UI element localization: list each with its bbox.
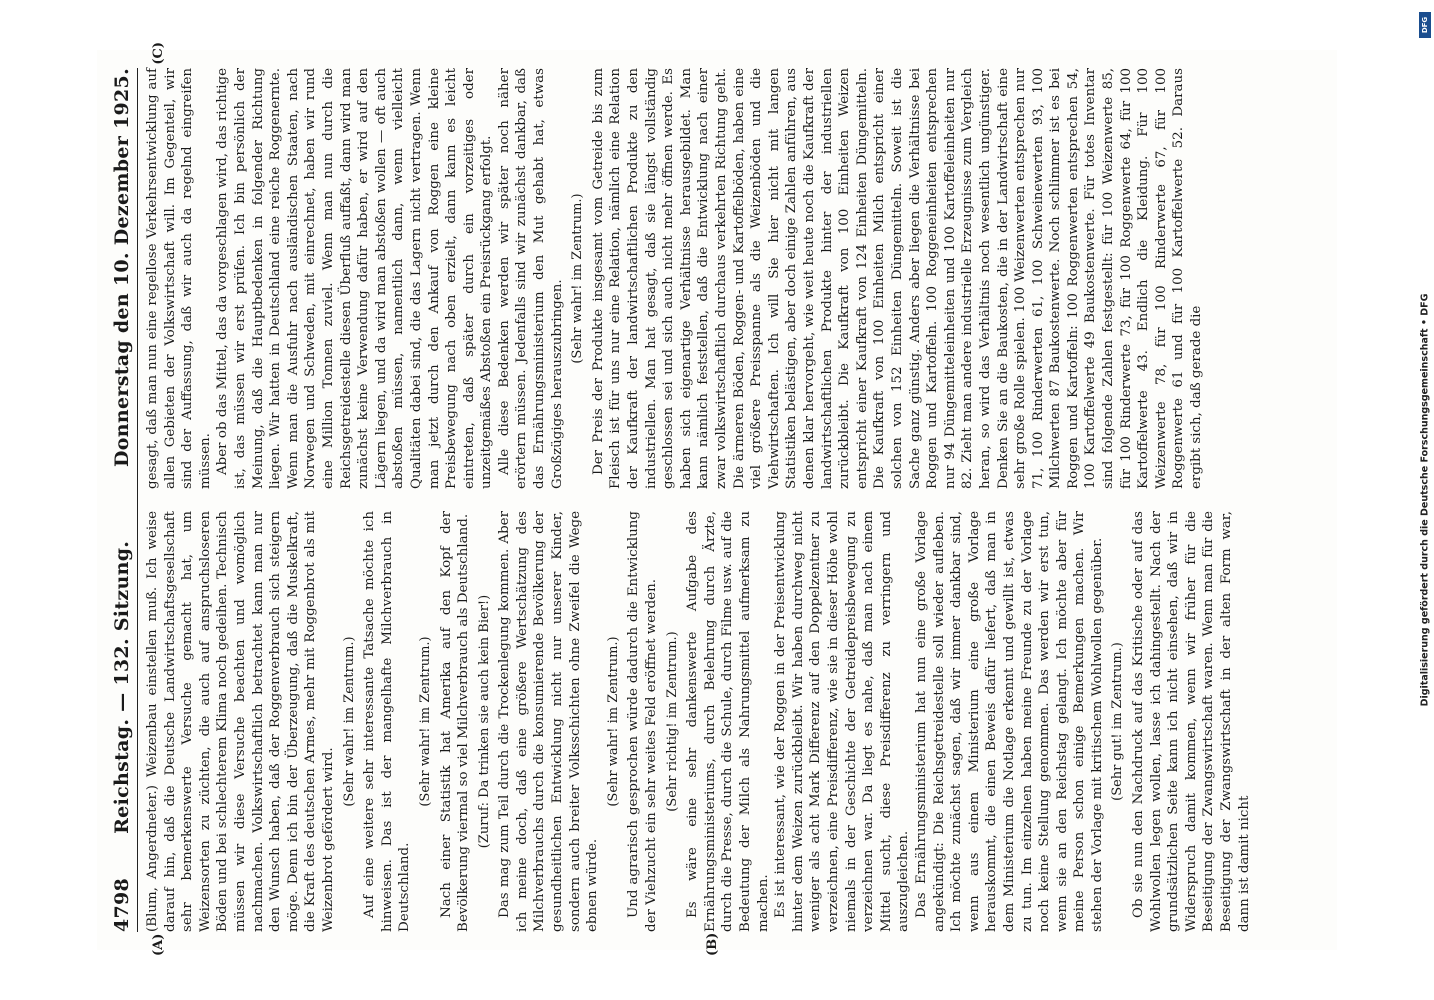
paragraph: Das Ernährungsministerium hat nun eine große Vorlage angekündigt: Die Reichsgetreidestelle soll wieder aufleben. Ich möchte zunächst sagen, daß wir immer dankbar sind, wenn aus einem Ministerium eine große Vorlage herauskommt, die einen Beweis dafür liefert, daß man in dem Ministerium die Notlage erkennt und gewillt ist, etwas zu tun. Im einzelnen haben meine Freunde zu der Vorlage noch keine Stellung genommen. Das werden wir erst tun, wenn sie an den Reichstag gelangt. Ich möchte aber für meine Person schon einige Bemerkungen machen. Wir stehen der Vorlage mit kritischem Wohlwollen gegenüber. xyxy=(913,511,1105,932)
dfg-logo: DFG xyxy=(1419,12,1431,38)
page-header xyxy=(111,68,138,932)
session-title: Reichstag. — 132. Sitzung. xyxy=(111,540,133,834)
margin-mark-a: (A) xyxy=(151,933,166,956)
text-columns xyxy=(144,42,1294,956)
paragraph: Es ist interessant, wie der Roggen in der Preisentwicklung hinter dem Weizen zurückbleibt. Wir haben durchweg nicht weniger als acht Mark Differenz auf den Doppelzentner zu verzeichnen, eine Preisdifferenz, wie sie in dieser Höhe wohl niemals in der Geschichte der Getreidepreisbewegung zu verzeichnen war. Da liegt es nahe, daß man nach einem Mittel sucht, diese Preisdifferenz zu verringern und auszugleichen. xyxy=(773,511,912,932)
paragraph: Der Preis der Produkte insgesamt vom Getreide bis zum Fleisch ist für uns nur eine Relation, nämlich eine Relation der Kaufkraft der landwirtschaftlichen Produkte zu den industriellen. Man hat gesagt, daß sie längst vollständig geschlossen sei und sich auch nicht mehr öffnen werde. Es haben sich eigenartige Verhältnisse herausgebildet. Man kann nämlich feststellen, daß die Entwicklung nach einer zwar volkswirtschaftlich durchaus verkehrten Richtung geht. Die ärmeren Böden, Roggen- und Kartoffelböden, haben eine viel größere Preisspanne als die Weizenböden und die Viehwirtschaften. Ich will Sie hier nicht mit langen Statistiken belästigen, aber doch einige Zahlen anführen, aus denen klar hervorgeht, wie weit heute noch die Kaufkraft der landwirtschaftlichen Produkte hinter der industriellen zurückbleibt. Die Kaufkraft von 100 Einheiten Weizen entspricht einer Kaufkraft von 124 Einheiten Düngemitteln. Die Kaufkraft von 100 Einheiten Milch entspricht einer solchen von 152 Einheiten Düngemitteln. Soweit ist die Sache ganz günstig. Anders aber liegen die Verhältnisse bei Roggen und Kartoffeln. 100 Roggeneinheiten entsprechen nur 94 Düngemitteleinheiten und 100 Kartoffeleinheiten nur 82. Zieht man andere industrielle Erzeugnisse zum Vergleich heran, so wird das Verhältnis noch wesentlich ungünstiger. Denken Sie an die Baukosten, die in der Landwirtschaft eine sehr große Rolle spielen. 100 Weizenwerten entsprechen nur 71, 100 Rinderwerten 61, 100 Schweinewerten 93, 100 Milchwerten 87 Baukostenwerte. Noch schlimmer ist es bei Roggen und Kartoffeln: 100 Roggenwerten entsprechen 54, 100 Kartoffelwerte 49 Baukostenwerte. Für totes Inventar sind folgende Zahlen festgestellt: für 100 Weizenwerte 85, für 100 Rinderwerte 73, für 100 Roggenwerte 64, für 100 Kartoffelwerte 43. Endlich die Kleidung. Für 100 Weizenwerte 78, für 100 Rinderwerte 67, für 100 Roggenwerte 61 und für 100 Kartoffelwerte 52. Daraus ergibt sich, daß gerade die xyxy=(590,68,1205,489)
dfg-credit-text: Digitalisierung gefördert durch die Deutsche Forschungsgemeinschaft • DFG xyxy=(1419,293,1431,707)
paragraph: (Blum, Angerdneter.) Weizenbau einstellen muß. Ich weise darauf hin, daß die Deutsche Landwirtschaftsgesellschaft sehr bemerkenswerte Versuche gemacht hat, um Weizensorten zu züchten, die auch auf anspruchsloseren Böden und bei schlechterem Klima noch gedeihen. Technisch müssen wir diese Versuche beachten und womöglich nachmachen. Volkswirtschaftlich betrachtet kann man nur den Wunsch haben, daß der Roggenverbrauch sich steigern möge. Denn ich bin der Überzeugung, daß die Muskelkraft, die Kraft des deutschen Armes, mehr mit Roggenbrot als mit Weizenbrot gefördert wird. xyxy=(145,511,336,932)
paragraph: gesagt, daß man nun eine regellose Verkehrsentwicklung auf allen Gebieten der Volkswirtschaft will. Im Gegenteil, wir sind der Auffassung, daß wir auch da regelnd eingreifen müssen. xyxy=(145,68,213,489)
paragraph: Ob sie nun den Nachdruck auf das Kritische oder auf das Wohlwollen legen wollen, lasse ich dahingestellt. Nach der grundsätzlichen Seite kann ich nicht einsehen, daß wir in Widerspruch damit kommen, wenn wir früher für die Beseitigung der Zwangswirtschaft waren. Wenn man für die Beseitigung der Zwangswirtschaft in der alten Form war, dann ist damit nicht xyxy=(1131,511,1252,932)
paragraph: Alle diese Bedenken werden wir später noch näher erörtern müssen. Jedenfalls sind wir zunächst dankbar, daß das Ernährungsministerium den Mut gehabt hat, etwas Großzügiges herauszubringen. xyxy=(496,68,565,489)
paragraph: Auf eine weitere sehr interessante Tatsache möchte ich hinweisen. Das ist der mangelhafte Milchverbrauch in Deutschland. xyxy=(362,511,413,932)
paragraph: Es wäre eine sehr dankenswerte Aufgabe des Ernährungsministeriums, durch Belehrung durch Ärzte, durch die Presse, durch die Schule, durch Filme usw. auf die Bedeutung der Milch als Nahrungsmittel aufmerksam zu machen. xyxy=(685,511,771,932)
interjection: (Sehr wahr! im Zentrum.) xyxy=(417,636,433,807)
margin-mark-c: (C) xyxy=(151,42,166,65)
interjection: (Sehr wahr! im Zentrum.) xyxy=(570,193,586,364)
left-column xyxy=(144,511,1294,956)
document-page xyxy=(97,42,1337,956)
interjection: (Sehr richtig! im Zentrum.) xyxy=(664,631,680,812)
paragraph: Das mag zum Teil durch die Trockenlegung kommen. Aber ich meine doch, daß eine größere Wertschätzung des Milchverbrauchs durch die konsumierende Bevölkerung der gesundheitlichen Entwicklung nicht nur unserer Kinder, sondern auch breiter Volksschichten ohne Zweifel die Wege ebnen würde. xyxy=(497,511,601,932)
paragraph: Aber ob das Mittel, das da vorgeschlagen wird, das richtige ist, das müssen wir erst prüfen. Ich bin persönlich der Meinung, daß die Hauptbedenken in folgender Richtung liegen. Wir hatten in Deutschland eine reiche Roggenernte. Wenn man die Ausfuhr nach ausländischen Staaten, nach Norwegen und Schweden, mit einrechnet, haben wir rund eine Million Tonnen zuviel. Wenn man nun durch die Reichsgetreidestelle diesen Überfluß auffaßt, dann wird man zunächst keine Verwendung dafür haben, er wird auf den Lägern liegen, und da wird man abstoßen wollen — oft auch abstoßen müssen, namentlich dann, wenn vielleicht Qualitäten dabei sind, die das Lagern nicht vertragen. Wenn man jetzt durch den Ankauf von Roggen eine kleine Preisbewegung nach oben erzielt, dann kann es leicht eintreten, daß später durch ein vorzeitiges oder unzeitgemäßes Abstoßen ein Preisrückgang erfolgt. xyxy=(215,68,495,489)
page-number: 4798 xyxy=(111,877,133,932)
interjection: (Sehr wahr! im Zentrum.) xyxy=(341,636,357,807)
interjection: (Sehr wahr! im Zentrum.) xyxy=(605,636,621,807)
margin-mark-b: (B) xyxy=(705,932,720,956)
paragraph: Und agrarisch gesprochen würde dadurch die Entwicklung der Viehzucht ein sehr weites Feld eröffnet werden. xyxy=(626,511,660,932)
paragraph: Nach einer Statistik hat Amerika auf den Kopf der Bevölkerung viermal so viel Milchverbrauch als Deutschland. xyxy=(438,511,472,932)
interjection: (Zuruf: Da trinken sie auch kein Bier!) xyxy=(476,594,492,849)
session-date: Donnerstag den 10. Dezember 1925. xyxy=(111,68,133,467)
right-column xyxy=(144,42,1294,489)
dfg-sidebar xyxy=(1418,8,1432,992)
interjection: (Sehr gut! im Zentrum.) xyxy=(1110,642,1126,801)
